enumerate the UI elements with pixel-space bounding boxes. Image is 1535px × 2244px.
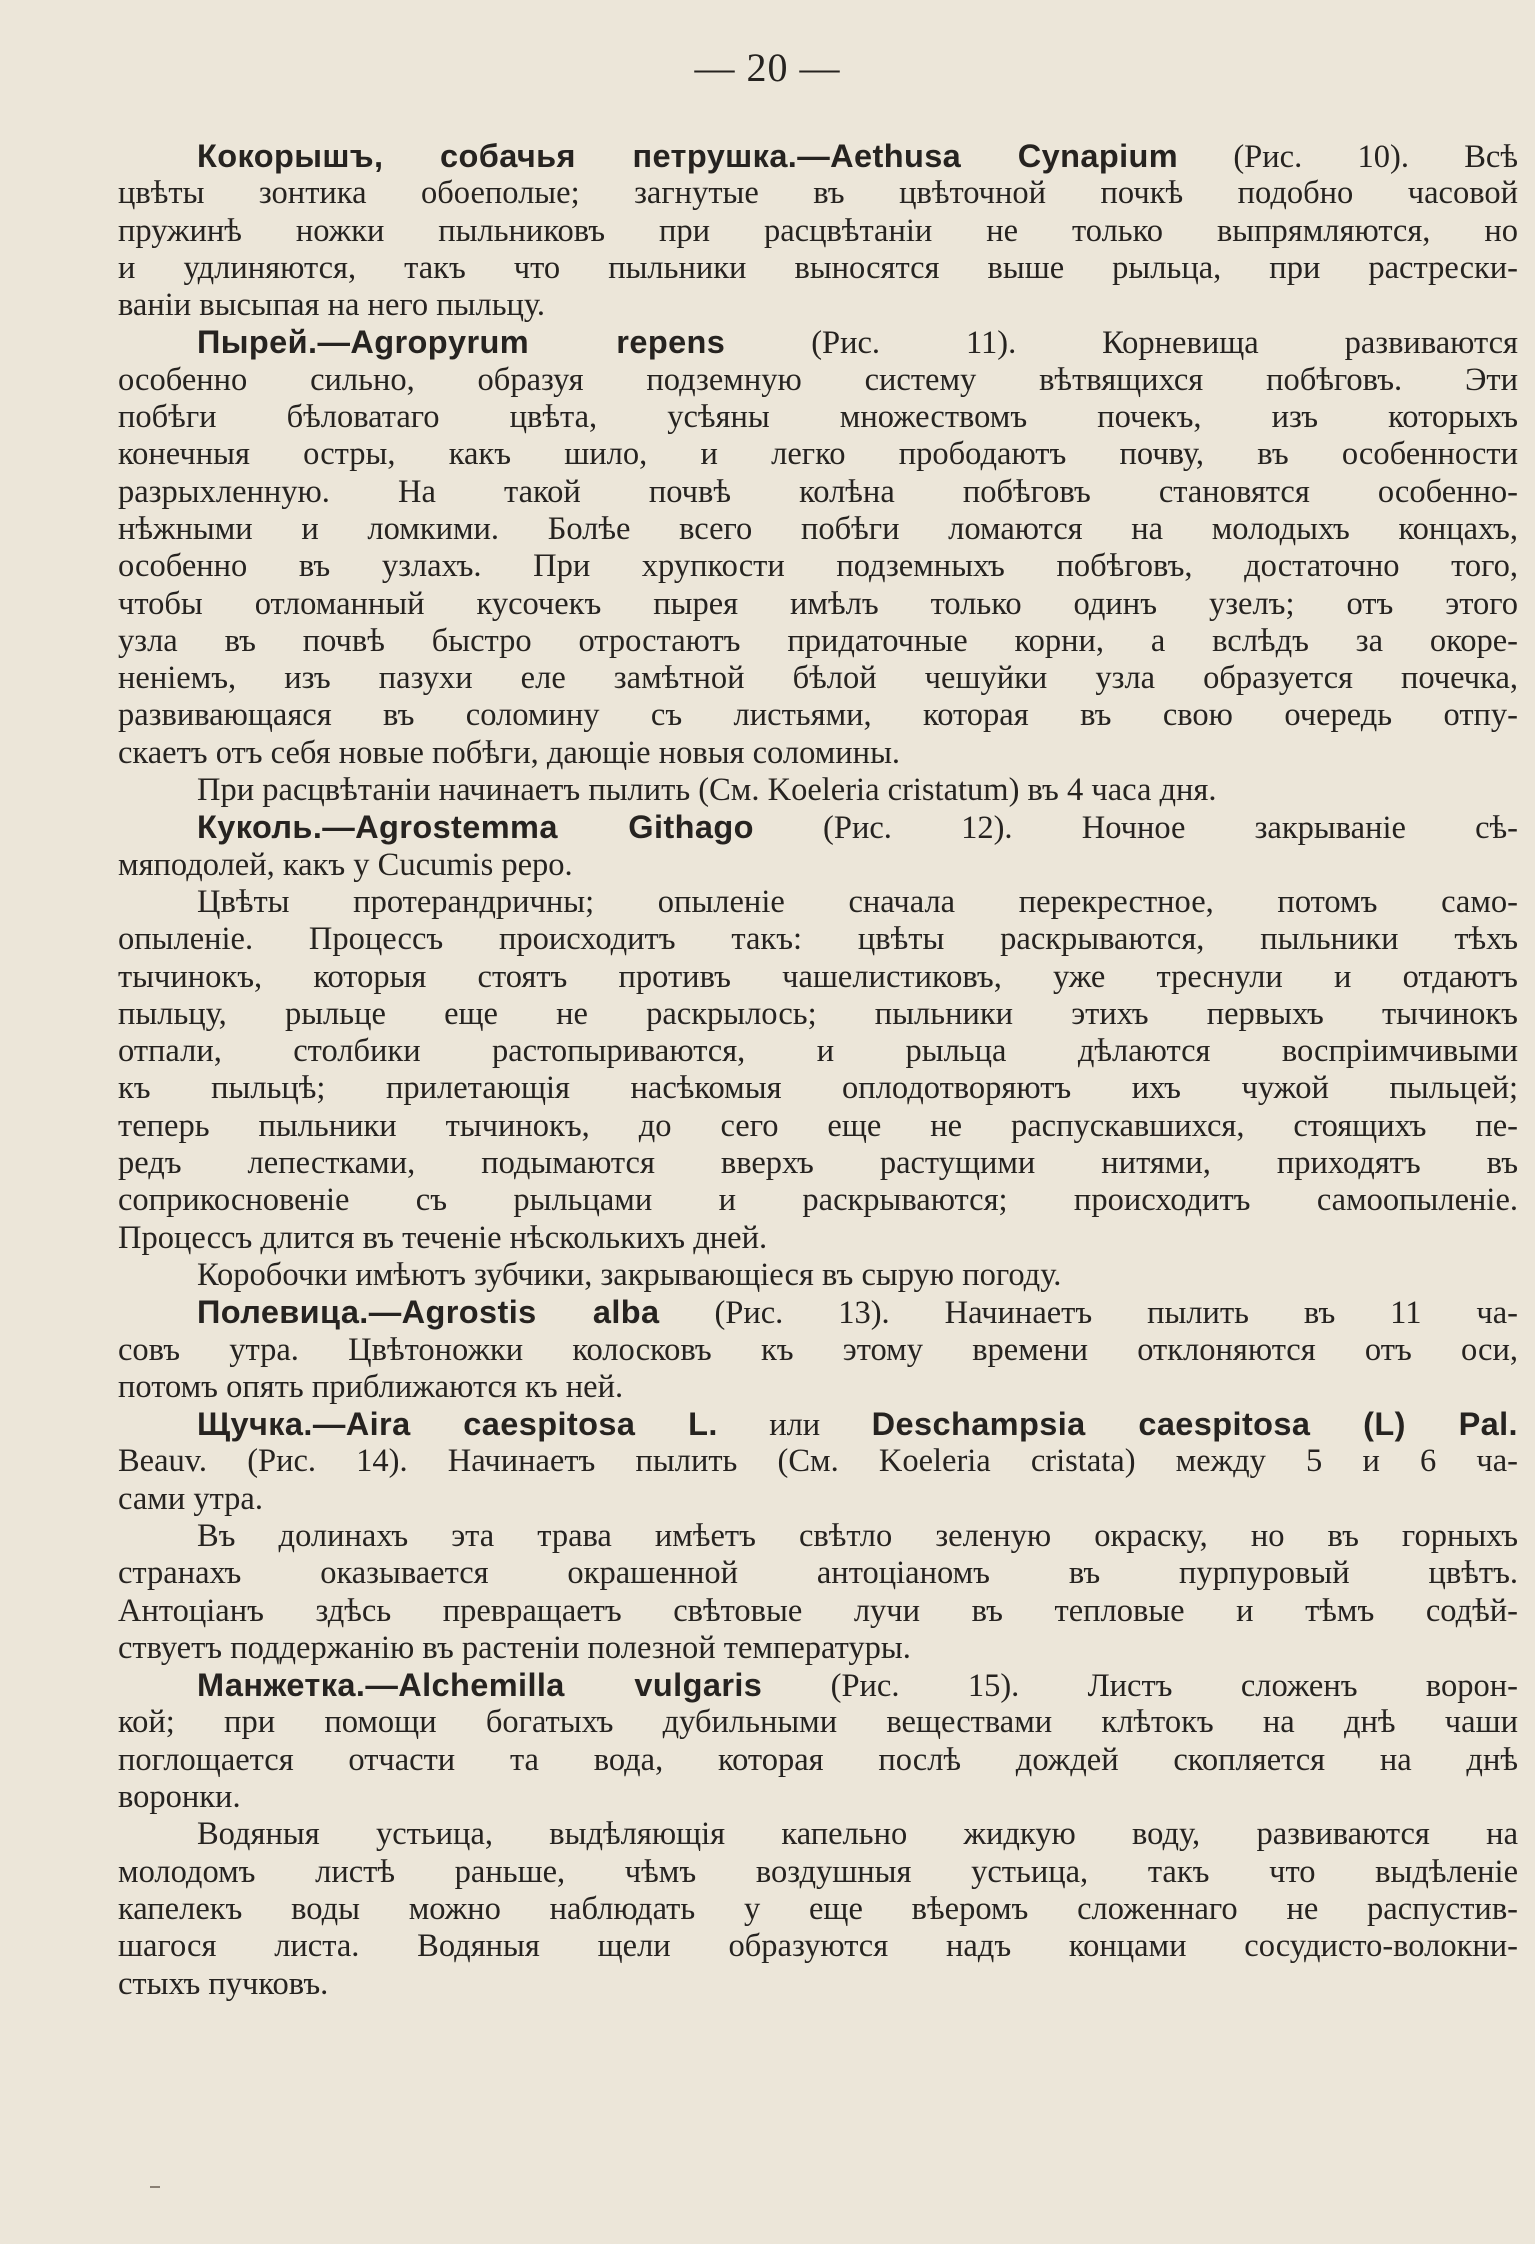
entry-line: ствуетъ поддержанію въ растеніи полезной температуры.: [118, 1629, 911, 1666]
entry-line: кой; при помощи богатыхъ дубильными веществами клѣтокъ на днѣ чаши: [118, 1704, 1518, 1741]
entry-line: опыленіе. Процессъ происходитъ такъ: цвѣты раскрываются, пыльники тѣхъ: [118, 921, 1518, 958]
page-text: [118, 138, 1518, 2003]
entry-line: конечныя остры, какъ шило, и легко прободаютъ почву, въ особенности: [118, 436, 1518, 473]
entry-line: неніемъ, изъ пазухи еле замѣтной бѣлой чешуйки узла образуется почечка,: [118, 660, 1518, 697]
entry-line: теперь пыльники тычинокъ, до сего еще не распускавшихся, стоящихъ пе-: [118, 1107, 1518, 1144]
entry-term: Кокорышъ, собачья петрушка.—Aethusa Cynapium: [197, 138, 1179, 174]
page-mark: [150, 2186, 160, 2188]
entry-line: Кокорышъ, собачья петрушка.—Aethusa Cynapium (Рис. 10). Всѣ: [197, 138, 1518, 175]
entry-line: совъ утра. Цвѣтоножки колосковъ къ этому времени отклоняются отъ оси,: [118, 1331, 1518, 1368]
entry-line: Манжетка.—Alchemilla vulgaris (Рис. 15). Листъ сложенъ ворон-: [197, 1667, 1518, 1705]
entry-aira: [118, 1406, 1518, 1667]
entry-line: отпали, столбики растопыриваются, и рыльца дѣлаются воспріимчивыми: [118, 1033, 1518, 1070]
entry-line: и удлиняются, такъ что пыльники выносятся выше рыльца, при растрески-: [118, 249, 1518, 286]
entry-paragraph: Коробочки имѣютъ зубчики, закрывающіеся въ сырую погоду.: [197, 1256, 1062, 1293]
entry-line: разрыхленную. На такой почвѣ колѣна побѣговъ становятся особенно-: [118, 473, 1518, 510]
entry-term: Щучка.—Aira caespitosa L.: [197, 1406, 718, 1443]
entry-line: тычинокъ, которыя стоятъ противъ чашелистиковъ, уже треснули и отдаютъ: [118, 958, 1518, 995]
entry-line: пружинѣ ножки пыльниковъ при расцвѣтаніи не только выпрямляются, но: [118, 212, 1518, 249]
entry-line: цвѣты зонтика обоеполые; загнутые въ цвѣточной почкѣ подобно часовой: [118, 175, 1518, 212]
entry-term: Куколь.—Agrostemma Githago: [197, 809, 754, 846]
entry-line: мяподолей, какъ у Cucumis pepo.: [118, 846, 573, 883]
entry-line: чтобы отломанный кусочекъ пырея имѣлъ только одинъ узелъ; отъ этого: [118, 585, 1518, 622]
entry-term-alt: Deschampsia caespitosa (L) Pal.: [871, 1406, 1518, 1443]
entry-paragraph: Цвѣты протерандричны; опыленіе сначала перекрестное, потомъ само-: [197, 883, 1518, 920]
entry-line: побѣги бѣловатаго цвѣта, усѣяны множествомъ почекъ, изъ которыхъ: [118, 399, 1518, 436]
entry-line: Полевица.—Agrostis alba (Рис. 13). Начинаетъ пылить въ 11 ча-: [197, 1294, 1518, 1332]
entry-line: узла въ почвѣ быстро отростаютъ придаточные корни, а вслѣдъ за окоре-: [118, 622, 1518, 659]
entry-paragraph: Водяныя устьица, выдѣляющія капельно жидкую воду, развиваются на: [197, 1816, 1518, 1853]
entry-line: особенно въ узлахъ. При хрупкости подземныхъ побѣговъ, достаточно того,: [118, 548, 1518, 585]
entry-line: странахъ оказывается окрашенной антоціаномъ въ пурпуровый цвѣтъ.: [118, 1555, 1518, 1592]
entry-line: капелекъ воды можно наблюдать у еще вѣеромъ сложеннаго не распустив-: [118, 1890, 1518, 1927]
entry-line: редъ лепестками, подымаются вверхъ растущими нитями, приходятъ въ: [118, 1145, 1518, 1182]
entry-paragraph: Въ долинахъ эта трава имѣетъ свѣтло зеленую окраску, но въ горныхъ: [197, 1517, 1518, 1554]
entry-line: воронки.: [118, 1779, 241, 1816]
entry-agrostemma: [118, 809, 1518, 1294]
entry-line: стыхъ пучковъ.: [118, 1965, 329, 2002]
entry-line: къ пыльцѣ; прилетающія насѣкомыя оплодотворяютъ ихъ чужой пыльцей;: [118, 1070, 1518, 1107]
entry-line: ваніи высыпая на него пыльцу.: [118, 287, 546, 324]
entry-line: особенно сильно, образуя подземную систему вѣтвящихся побѣговъ. Эти: [118, 361, 1518, 398]
entry-line: скаетъ отъ себя новые побѣги, дающіе новыя соломины.: [118, 734, 901, 771]
entry-line: молодомъ листѣ раньше, чѣмъ воздушныя устьица, такъ что выдѣленіе: [118, 1853, 1518, 1890]
entry-agrostis: [118, 1294, 1518, 1406]
entry-line: Куколь.—Agrostemma Githago (Рис. 12). Ночное закрываніе сѣ-: [197, 809, 1518, 847]
entry-line: сами утра.: [118, 1480, 263, 1517]
entry-line: потомъ опять приближаются къ ней.: [118, 1368, 624, 1405]
page-number: — 20 —: [694, 45, 841, 90]
entry-agropyrum: [118, 324, 1518, 809]
entry-term: Полевица.—Agrostis alba: [197, 1294, 660, 1331]
entry-line: Щучка.—Aira caespitosa L. или Deschampsia caespitosa (L) Pal.: [197, 1406, 1518, 1444]
entry-line: шагося листа. Водяныя щели образуются надъ концами сосудисто-волокни-: [118, 1928, 1518, 1965]
entry-line: Beauv. (Рис. 14). Начинаетъ пылить (См. Koeleria cristata) между 5 и 6 ча-: [118, 1443, 1518, 1480]
entry-line: соприкосновеніе съ рыльцами и раскрываются; происходитъ самоопыленіе.: [118, 1182, 1518, 1219]
entry-alchemilla: [118, 1667, 1518, 2003]
entry-line: нѣжными и ломкими. Болѣе всего побѣги ломаются на молодыхъ концахъ,: [118, 510, 1518, 547]
entry-aethusa: [118, 138, 1518, 324]
entry-line: развивающаяся въ соломину съ листьями, которая въ свою очередь отпу-: [118, 697, 1518, 734]
entry-line: поглощается отчасти та вода, которая послѣ дождей скопляется на днѣ: [118, 1741, 1518, 1778]
entry-term: Пырей.—Agropyrum repens: [197, 324, 726, 361]
entry-line: Пырей.—Agropyrum repens (Рис. 11). Корневища развиваются: [197, 324, 1518, 362]
entry-term: Манжетка.—Alchemilla vulgaris: [197, 1667, 763, 1704]
entry-paragraph: При расцвѣтаніи начинаетъ пылить (См. Koeleria cristatum) въ 4 часа дня.: [197, 772, 1217, 809]
entry-line: Процессъ длится въ теченіе нѣсколькихъ дней.: [118, 1219, 768, 1256]
entry-line: Антоціанъ здѣсь превращаетъ свѣтовые лучи въ тепловые и тѣмъ содѣй-: [118, 1592, 1518, 1629]
entry-line: пыльцу, рыльце еще не раскрылось; пыльники этихъ первыхъ тычинокъ: [118, 995, 1518, 1032]
